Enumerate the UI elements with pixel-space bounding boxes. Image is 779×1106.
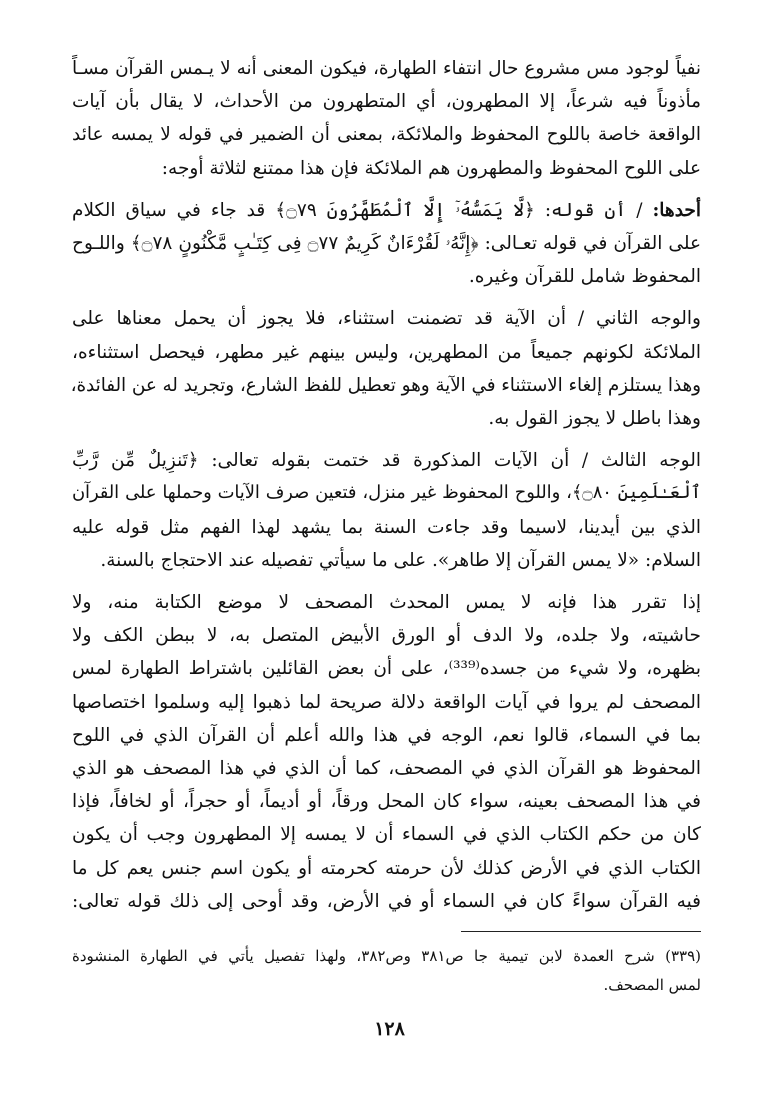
footnote-divider [461,931,701,932]
text-line: على اللوح المحفوظ والمطهرون هم الملائكة فإن هذا ممتنع لثلاثة أوجه: [161,157,701,179]
text-line: الواقعة خاصة باللوح المحفوظ والملائكة، بمعنى أن الضمير في قوله لا يمسه عائد [72,124,701,146]
text-line: المصحف لم يروا في آيات الواقعة دلالة صريحة لما ذهبوا إليه وسلموا اختصاصها [72,691,701,713]
text-line: وهذا يستلزم إلغاء الاستثناء في الآية وهو تعطيل للفظ الشارع، وتجريد له عن الفائدة، [70,374,701,396]
text-line: السلام: «لا يمس القرآن إلا طاهر». على ما سيأتي تفصيله عند الاحتجاج بالسنة. [100,549,701,571]
text-line [72,194,701,227]
footnote [72,942,701,1000]
paragraph-5 [72,586,701,918]
text-line: الوجه الثالث / أن الآيات المذكورة قد ختمت بقوله تعالى: ﴿تَنزِيلٌ مِّن رَّبِّ [72,450,701,472]
text-line-content: / أن قوله: ﴿لَّا يَمَسُّهُۥٓ إِلَّا ٱلْمُطَهَّرُونَ ۝٧٩﴾ قد جاء في سياق الكلام [72,199,653,221]
paragraph-3 [72,302,701,435]
text-line: بما في السماء، قالوا نعم، الوجه في هذا والله أعلم أن القرآن الذي في اللوح [72,724,701,746]
text-line: على القرآن في قوله تعـالى: ﴿إِنَّهُۥ لَقُرْءَانٌ كَرِيمٌ ۝٧٧ فِى كِتَـٰبٍ مَّكْنُونٍ ۝٧٨﴾ واللـوح [72,233,701,255]
text-line: حاشيته، ولا جلده، ولا الدف أو الورق الأبيض المتصل به، لا ببطن الكف ولا [72,625,701,647]
text-line: إذا تقرر هذا فإنه لا يمس المحدث المصحف لا موضع الكتابة منه، ولا [72,592,701,614]
page-number: ١٢٨ [374,1018,405,1040]
footnote-line: (٣٣٩) شرح العمدة لابن تيمية جا ص٣٨١ وص٣٨٢، ولهذا تفصيل يأتي في الطهارة المنشودة [72,947,701,965]
text-line: الملائكة لكونهم جميعاً من المطهرين، وليس بينهم غير مطهر، فيحصل استثناءه، [72,341,701,363]
paragraph-1 [72,52,701,185]
text-line: المحفوظ شامل للقرآن وغيره. [468,266,701,288]
text-line: نفياً لوجود مس مشروع حال انتفاء الطهارة، فيكون المعنى أنه لا يـمس القرآن مسـاً [72,58,701,79]
text-line: بظهره، ولا شيء من جسده⁽³³⁹⁾، على أن بعض القائلين باشتراط الطهارة لمس [72,658,701,680]
text-line: الكتاب الذي في الأرض كذلك لأن حرمته كحرمته أو يكون اسم جنس يعم كل ما [72,857,701,879]
paragraph-label: أحدها: [652,199,701,221]
text-line: ٱلْعَـٰلَمِينَ ۝٨٠﴾، واللوح المحفوظ غير منزل، فتعين صرف الآيات وحملها على القرآن [72,483,701,504]
footnote-line: لمس المصحف. [603,976,701,994]
text-line: كان من حكم الكتاب الذي في السماء أن لا يمسه إلا المطهرون وجب أن يكون [72,824,701,846]
text-line: الذي بين أيدينا، لاسيما وقد جاءت السنة بما يشهد لهذا الفهم مثل قوله عليه [72,516,701,538]
text-line: وهذا باطل لا يجوز القول به. [488,408,701,430]
paragraph-2 [72,194,701,294]
text-line: فيه القرآن سواءً كان في السماء أو في الأرض، وقد أوحى إلى ذلك قوله تعالى: [72,890,701,912]
paragraph-4 [72,444,701,577]
text-line: مأذوناً فيه شرعاً، إلا المطهرون، أي المتطهرون من الأحداث، لا يقال بأن آيات [72,91,701,113]
text-line: في هذا المصحف بعينه، سواء كان المحل ورقاً، أو أديماً، أو حجراً، أو لخافاً، فإذا [72,791,701,813]
text-line: والوجه الثاني / أن الآية قد تضمنت استثناء، فلا يجوز أن يحمل معناها على [72,308,701,330]
text-line: المحفوظ هو القرآن الذي في المصحف، كما أن الذي في هذا المصحف هو الذي [72,758,701,780]
